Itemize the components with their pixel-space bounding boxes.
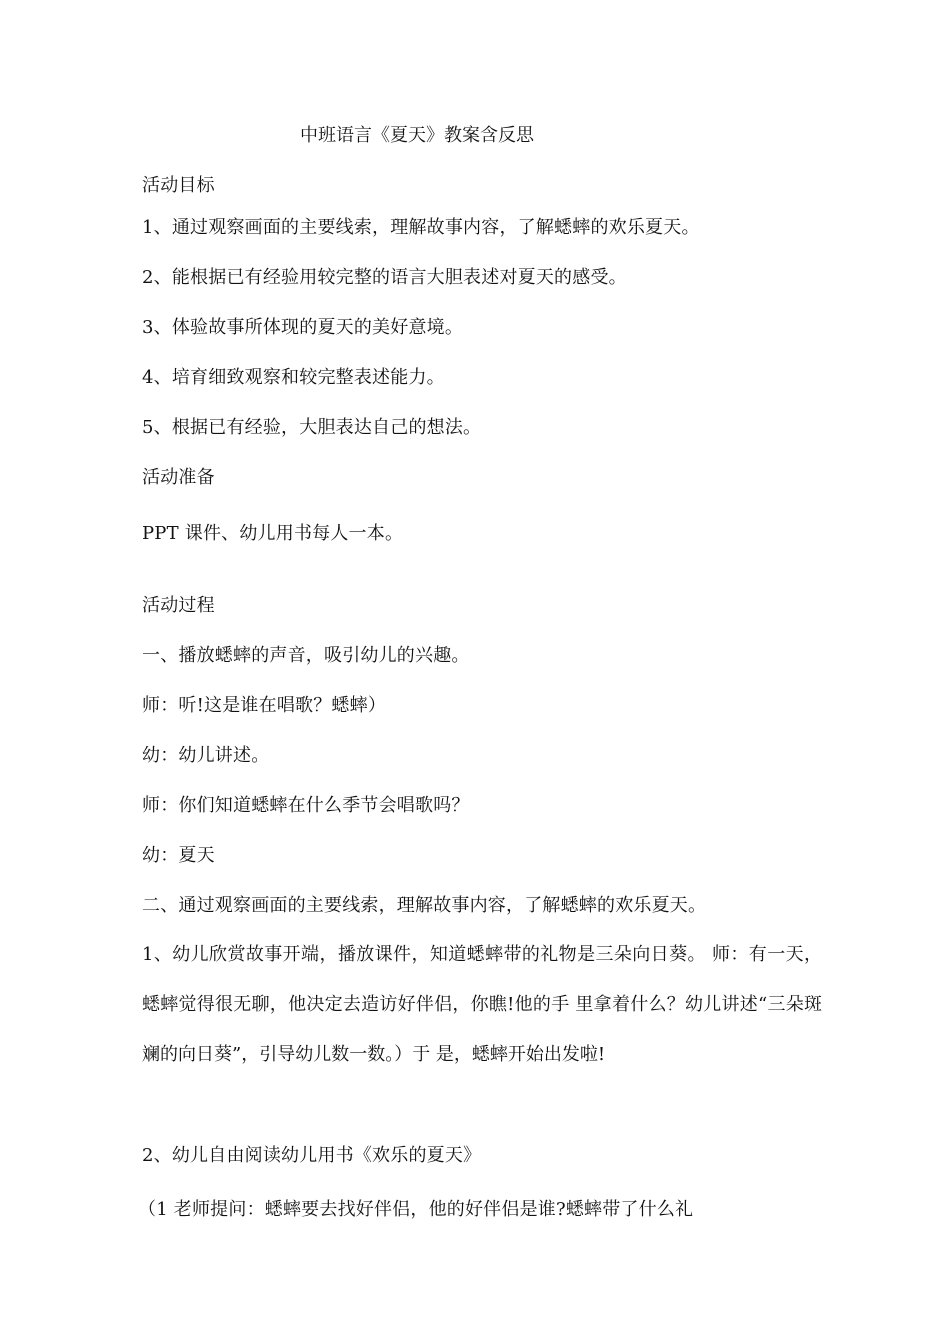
- document-title: 中班语言《夏天》教案含反思: [300, 125, 534, 146]
- goal-item: 4、培育细致观察和较完整表述能力。: [142, 367, 445, 388]
- process-heading: 活动过程: [142, 595, 215, 616]
- goal-item: 5、根据已有经验，大胆表达自己的想法。: [142, 417, 482, 438]
- goal-item: 2、能根据已有经验用较完整的语言大胆表述对夏天的感受。: [142, 267, 627, 288]
- step2-sub-line: （1 老师提问：蟋蟀要去找好伴侣，他的好伴侣是谁?蟋蟀带了什么礼: [138, 1199, 694, 1220]
- process-line: 二、通过观察画面的主要线索，理解故事内容，了解蟋蟀的欢乐夏天。: [142, 895, 707, 916]
- process-line: 一、播放蟋蟀的声音，吸引幼儿的兴趣。: [142, 645, 470, 666]
- goal-item: 3、体验故事所体现的夏天的美好意境。: [142, 317, 464, 338]
- prep-text: PPT 课件、幼儿用书每人一本。: [142, 523, 404, 544]
- process-line: 师：你们知道蟋蟀在什么季节会唱歌吗？: [142, 795, 470, 816]
- goal-item: 1、通过观察画面的主要线索，理解故事内容，了解蟋蟀的欢乐夏天。: [142, 217, 700, 238]
- goals-heading: 活动目标: [142, 175, 215, 196]
- process-line: 幼：幼儿讲述。: [142, 745, 270, 766]
- step2-line: 2、幼儿自由阅读幼儿用书《欢乐的夏天》: [142, 1145, 482, 1166]
- process-line: 幼：夏天: [142, 845, 215, 866]
- prep-heading: 活动准备: [142, 467, 215, 488]
- process-line: 师：听!这是谁在唱歌？蟋蟀）: [142, 695, 387, 716]
- step1-paragraph: 1、幼儿欣赏故事开端，播放课件，知道蟋蟀带的礼物是三朵向日葵。 师：有一天，蟋蟀觉得很无聊，他决定去造访好伴侣，你瞧!他的手 里拿着什么？幼儿讲述“三朵斑斓的向日葵”，引导幼儿数一数。）于 是，蟋蟀开始出发啦!: [142, 944, 822, 1065]
